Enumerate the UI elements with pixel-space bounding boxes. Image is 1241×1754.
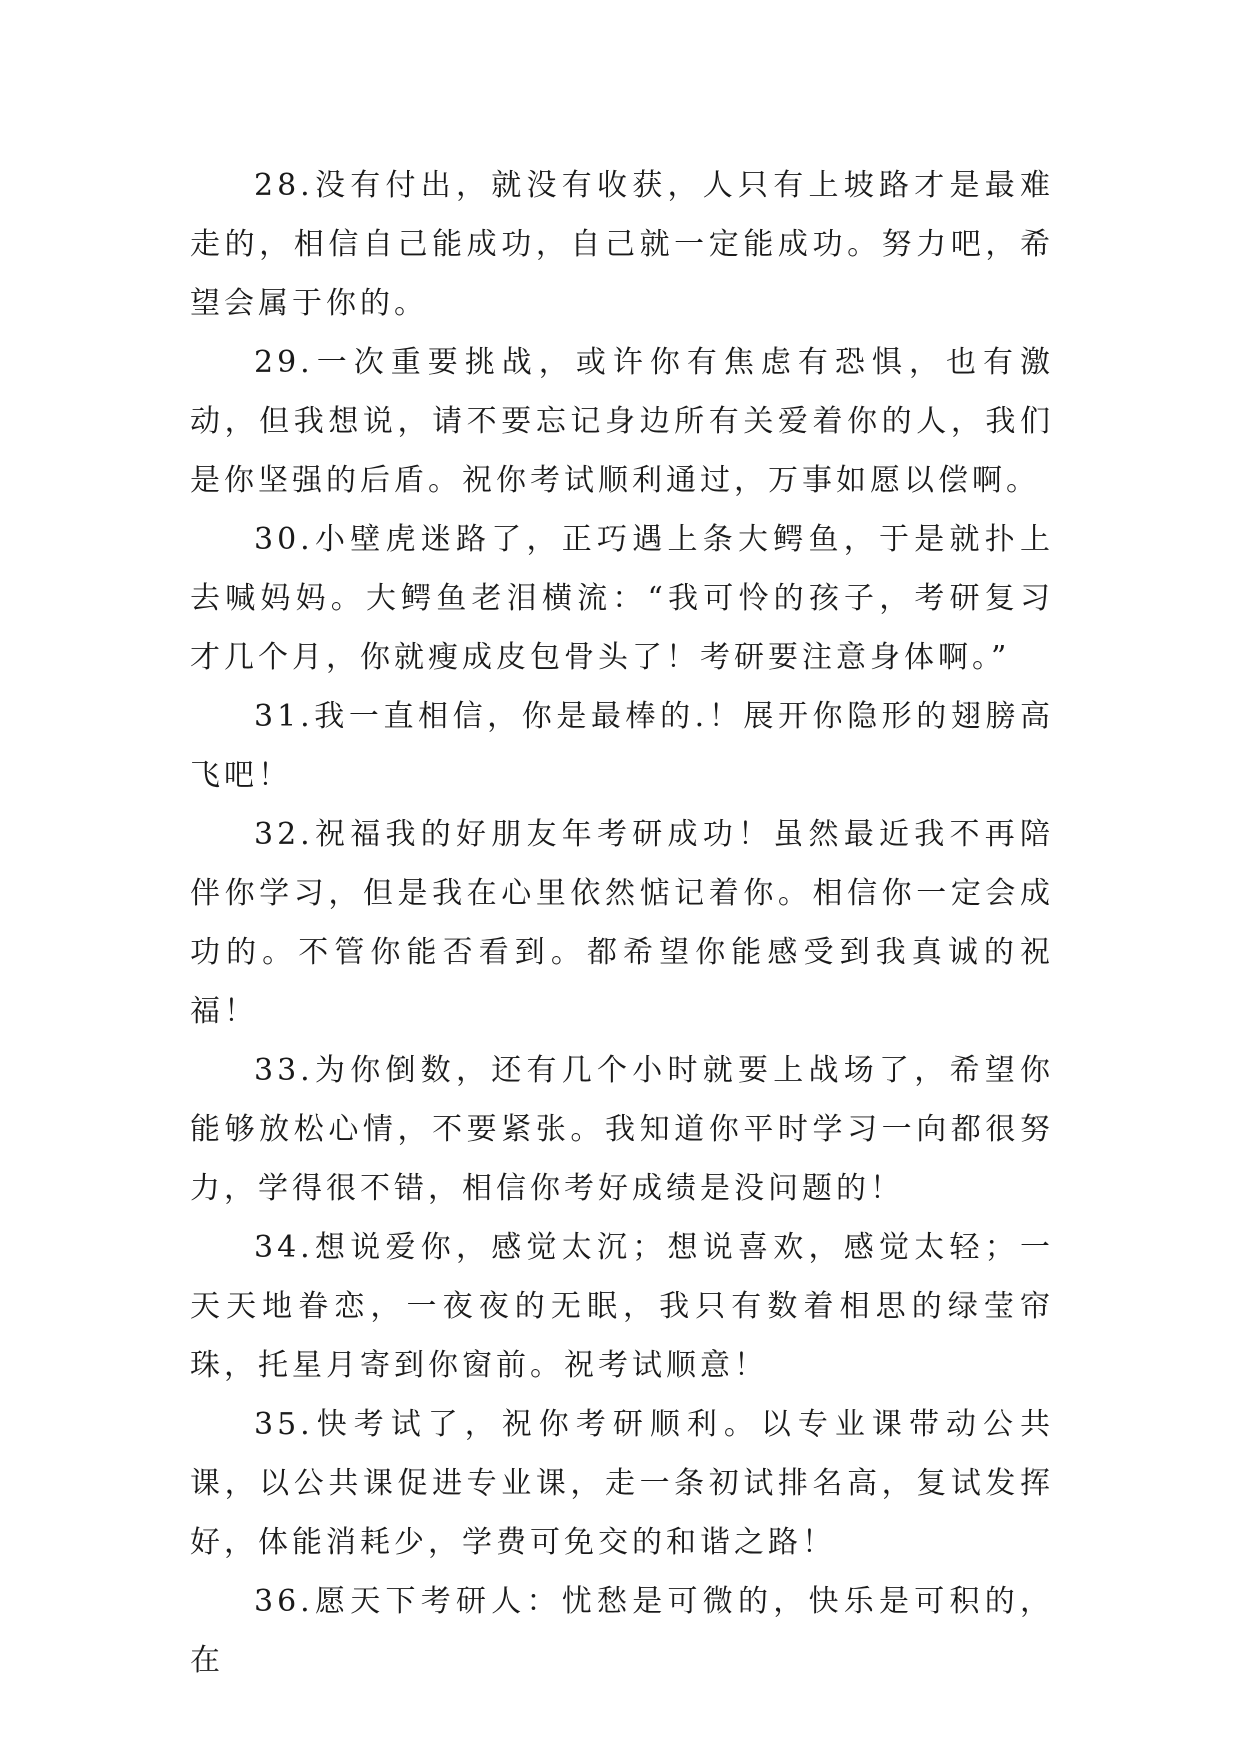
document-body — [190, 156, 1054, 1690]
paragraph-33: 33.为你倒数，还有几个小时就要上战场了，希望你能够放松心情，不要紧张。我知道你平时学习一向都很努力，学得很不错，相信你考好成绩是没问题的！ — [190, 1053, 1054, 1206]
paragraph-35: 35.快考试了，祝你考研顺利。以专业课带动公共课，以公共课促进专业课，走一条初试排名高，复试发挥好，体能消耗少，学费可免交的和谐之路！ — [190, 1407, 1054, 1560]
paragraph-30: 30.小壁虎迷路了，正巧遇上条大鳄鱼，于是就扑上去喊妈妈。大鳄鱼老泪横流：“我可怜的孩子，考研复习才几个月，你就瘦成皮包骨头了！考研要注意身体啊。” — [190, 522, 1054, 675]
paragraph-36: 36.愿天下考研人：忧愁是可微的，快乐是可积的，在 — [190, 1584, 1054, 1678]
paragraph-32: 32.祝福我的好朋友年考研成功！虽然最近我不再陪伴你学习，但是我在心里依然惦记着你。相信你一定会成功的。不管你能否看到。都希望你能感受到我真诚的祝福！ — [190, 817, 1054, 1029]
paragraph-29: 29.一次重要挑战，或许你有焦虑有恐惧，也有激动，但我想说，请不要忘记身边所有关爱着你的人，我们是你坚强的后盾。祝你考试顺利通过，万事如愿以偿啊。 — [190, 345, 1054, 498]
paragraph-34: 34.想说爱你，感觉太沉；想说喜欢，感觉太轻；一天天地眷恋，一夜夜的无眠，我只有数着相思的绿莹帘珠，托星月寄到你窗前。祝考试顺意！ — [190, 1230, 1054, 1383]
paragraph-28: 28.没有付出，就没有收获，人只有上坡路才是最难走的，相信自己能成功，自己就一定能成功。努力吧，希望会属于你的。 — [190, 168, 1054, 321]
paragraph-31: 31.我一直相信，你是最棒的.！展开你隐形的翅膀高飞吧！ — [190, 699, 1054, 793]
